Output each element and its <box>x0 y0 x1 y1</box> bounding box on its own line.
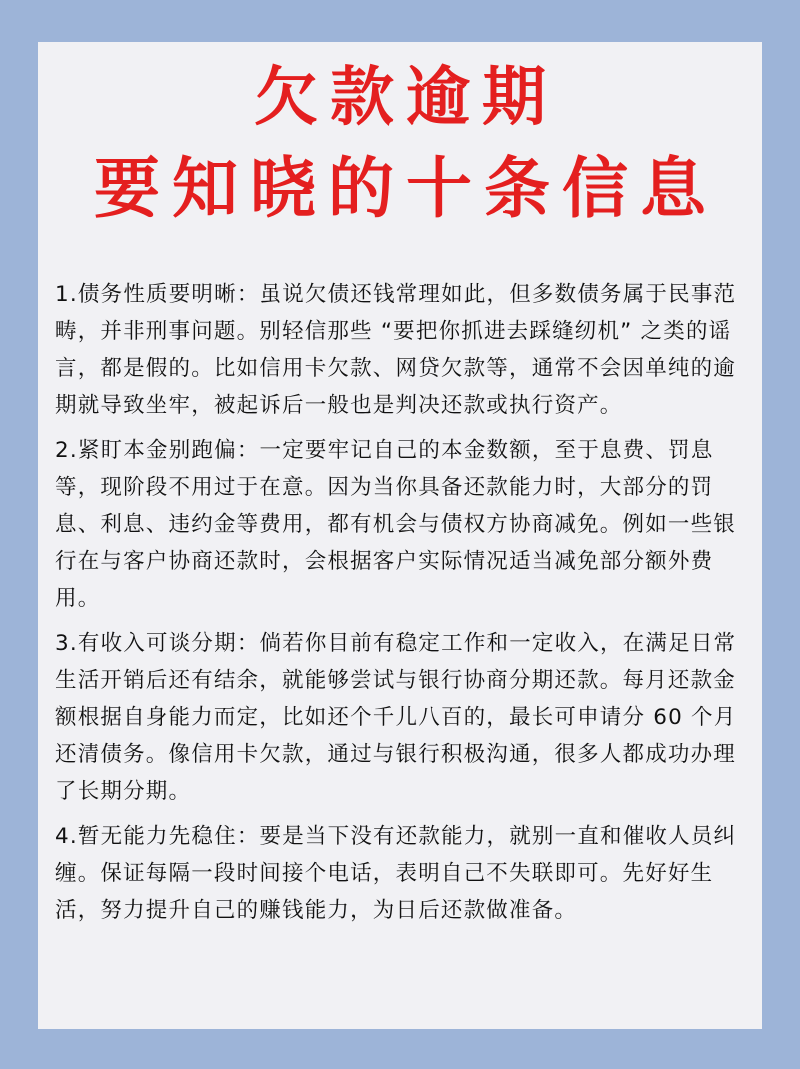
list-item <box>55 432 749 617</box>
item-heading: 3.有收入可谈分期： <box>55 631 260 656</box>
item-heading: 2.紧盯本金别跑偏： <box>55 438 260 463</box>
item-text: 倘若你目前有稳定工作和一定收入，在满足日常生活开销后还有结余，就能够尝试与银行协商分期还款。每月还款金额根据自身能力而定，比如还个千儿八百的，最长可申请分 60 个月还清债务。像信用卡欠款，通过与银行积极沟通，很多人都成功办理了长期分期。 <box>55 631 737 804</box>
article-body <box>55 276 749 937</box>
title-line-2: 要知晓的十条信息 <box>94 150 718 227</box>
list-item <box>55 818 749 929</box>
item-text: 一定要牢记自己的本金数额，至于息费、罚息等，现阶段不用过于在意。因为当你具备还款能力时，大部分的罚息、利息、违约金等费用，都有机会与债权方协商减免。例如一些银行在与客户协商还款时，会根据客户实际情况适当减免部分额外费用。 <box>55 438 737 611</box>
list-item <box>55 625 749 810</box>
item-text: 虽说欠债还钱常理如此，但多数债务属于民事范畴，并非刑事问题。别轻信那些 “要把你抓进去踩缝纫机” 之类的谣言，都是假的。比如信用卡欠款、网贷欠款等，通常不会因单纯的逾期就导致坐牢，被起诉后一般也是判决还款或执行资产。 <box>55 282 737 418</box>
item-heading: 4.暂无能力先稳住： <box>55 824 260 849</box>
title-line-1: 欠款逾期 <box>254 61 558 135</box>
item-heading: 1.债务性质要明晰： <box>55 282 260 307</box>
list-item <box>55 276 749 424</box>
article-card <box>38 42 762 1029</box>
item-text: 要是当下没有还款能力，就别一直和催收人员纠缠。保证每隔一段时间接个电话，表明自己不失联即可。先好好生活，努力提升自己的赚钱能力，为日后还款做准备。 <box>55 824 737 923</box>
